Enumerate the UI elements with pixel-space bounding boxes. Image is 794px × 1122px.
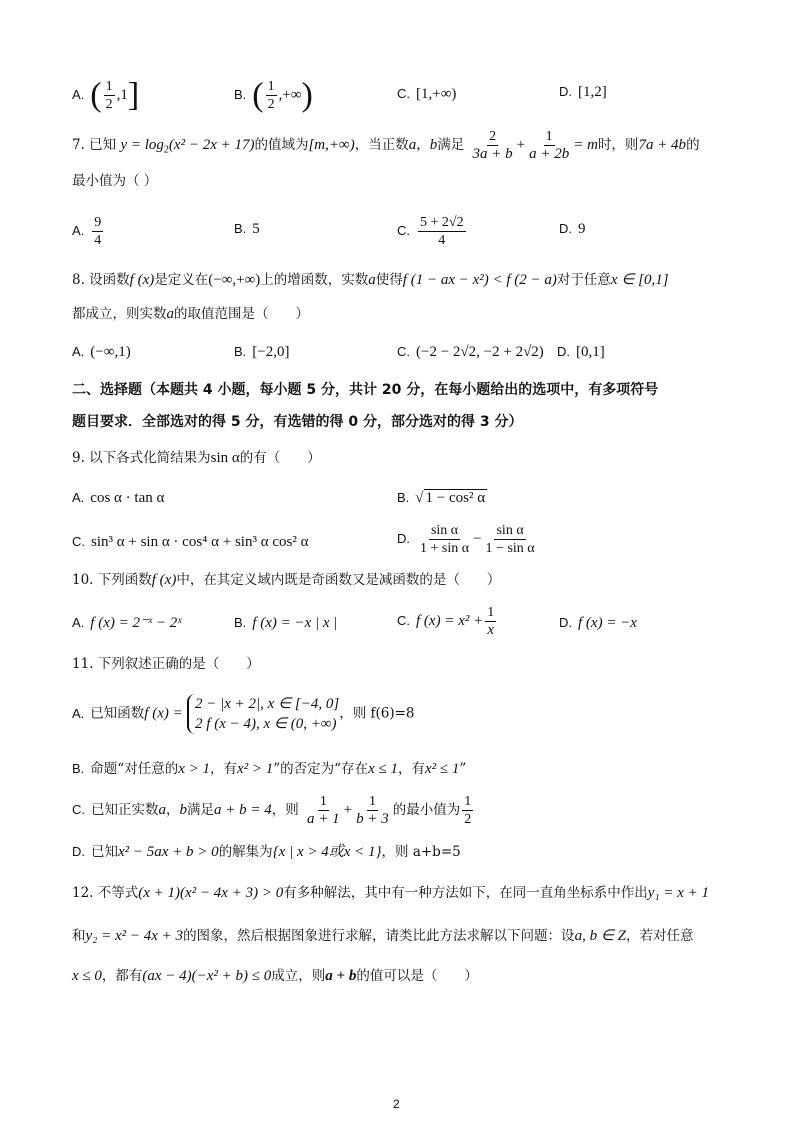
q6-option-a: A. ( $\frac{1}{2}$ ,1]: [72, 76, 140, 114]
q8-option-a: A. (−∞,1): [72, 344, 131, 360]
section2-heading-line2: 题目要求．全部选对的得 5 分，有选错的得 0 分，部分选对的得 3 分）: [72, 414, 523, 430]
q10-stem: 10. 下列函数f (x)中，在其定义域内既是奇函数又是减函数的是（ ）: [72, 572, 501, 588]
q8-option-d: D. [0,1]: [557, 344, 605, 360]
q10-option-d: D. f (x) = −x: [559, 615, 637, 631]
q8-option-c: C. (−2 − 2√2, −2 + 2√2): [397, 344, 544, 360]
q9-option-d: D. $\frac{\text{sin α}}{\text{1 + sin α}}$ − $\frac{\text{sin α}}{\text{1 − sin α}}$: [397, 523, 535, 556]
page-number: 2: [393, 1097, 400, 1111]
q9-option-c: C. sin³ α + sin α · cos⁴ α + sin³ α cos² α: [72, 534, 309, 550]
q6-option-d: D. [1,2]: [559, 84, 607, 100]
q7-option-a: A. $\frac{9}{4}$: [72, 215, 102, 248]
q8-option-b: B. [−2,0]: [234, 344, 290, 360]
q7-option-b: B. 5: [234, 221, 260, 237]
q12-stem-line2: 和y₂ = x² − 4x + 3的图象，然后根据图象进行求解，请类比此方法求解以下问题：设a, b ∈ Z，若对任意: [72, 928, 694, 944]
q9-option-b: B. √ 1 − cos² α: [397, 490, 486, 506]
q11-option-d: D. 已知x² − 5ax + b > 0的解集为{x | x > 4或x < 1}，则 a+b=5: [72, 844, 461, 860]
q8-stem-line1: 8. 设函数f (x)是定义在(−∞,+∞)上的增函数，实数a使得f (1 − ax − x²) < f (2 − a)对于任意x ∈ [0,1]: [72, 272, 669, 288]
q8-stem-line2: 都成立，则实数a的取值范围是（ ）: [72, 306, 309, 322]
q12-stem-line1: 12. 不等式(x + 1)(x² − 4x + 3) > 0有多种解法，其中有一种方法如下，在同一直角坐标系中作出y₁ = x + 1: [72, 885, 709, 901]
q6-option-c: C. [1,+∞): [397, 86, 457, 102]
q11-option-c: C. 已知正实数a，b满足a + b = 4，则 $\frac{1}{a + 1}$ + $\frac{1}{b + 3}$ 的最小值为 $\frac{1}{2}$: [72, 794, 472, 827]
q9-option-a: A. cos α · tan α: [72, 490, 165, 506]
q11-stem: 11. 下列叙述正确的是（ ）: [72, 656, 260, 672]
q11-option-a: A. 已知函数f (x) = 2 − |x + 2|, x ∈ [−4, 0] 2 f (x − 4), x ∈ (0, +∞) ，则 f(6)=8: [72, 696, 415, 732]
q7-option-d: D. 9: [559, 221, 586, 237]
section2-heading-line1: 二、选择题（本题共 4 小题，每小题 5 分，共计 20 分，在每小题给出的选项中，有多项符号: [72, 382, 659, 398]
q7-option-c: C. $\frac{5 + 2√2}{4}$: [397, 215, 464, 248]
q10-option-b: B. f (x) = −x | x |: [234, 615, 338, 631]
q12-stem-line3: x ≤ 0，都有(ax − 4)(−x² + b) ≤ 0成立，则a + b的值可以是（ ）: [72, 968, 478, 984]
q7-stem-line2: 最小值为（ ）: [72, 173, 158, 189]
q10-option-c: C. f (x) = x² + $\frac{1}{x}$: [397, 605, 495, 638]
q9-stem: 9. 以下各式化简结果为sin α的有（ ）: [72, 450, 321, 466]
q10-option-a: A. f (x) = 2⁻ˣ − 2ˣ: [72, 615, 182, 631]
q11-option-b: B. 命题“对任意的x > 1，有x² > 1”的否定为“存在x ≤ 1，有x² ≤ 1”: [72, 761, 467, 777]
q6-option-b: B. ( $\frac{1}{2}$ ,+∞): [234, 76, 313, 114]
q7-stem-line1: 7. 已知 $y = \log_2(x^2 - 2x + 17)$的值域为[m,+∞)，当正数a，b满足 $\frac{2}{3a + b}$ + $\frac{1}{a + 2b}$ = m时，则7a + 4b的: [72, 129, 700, 162]
